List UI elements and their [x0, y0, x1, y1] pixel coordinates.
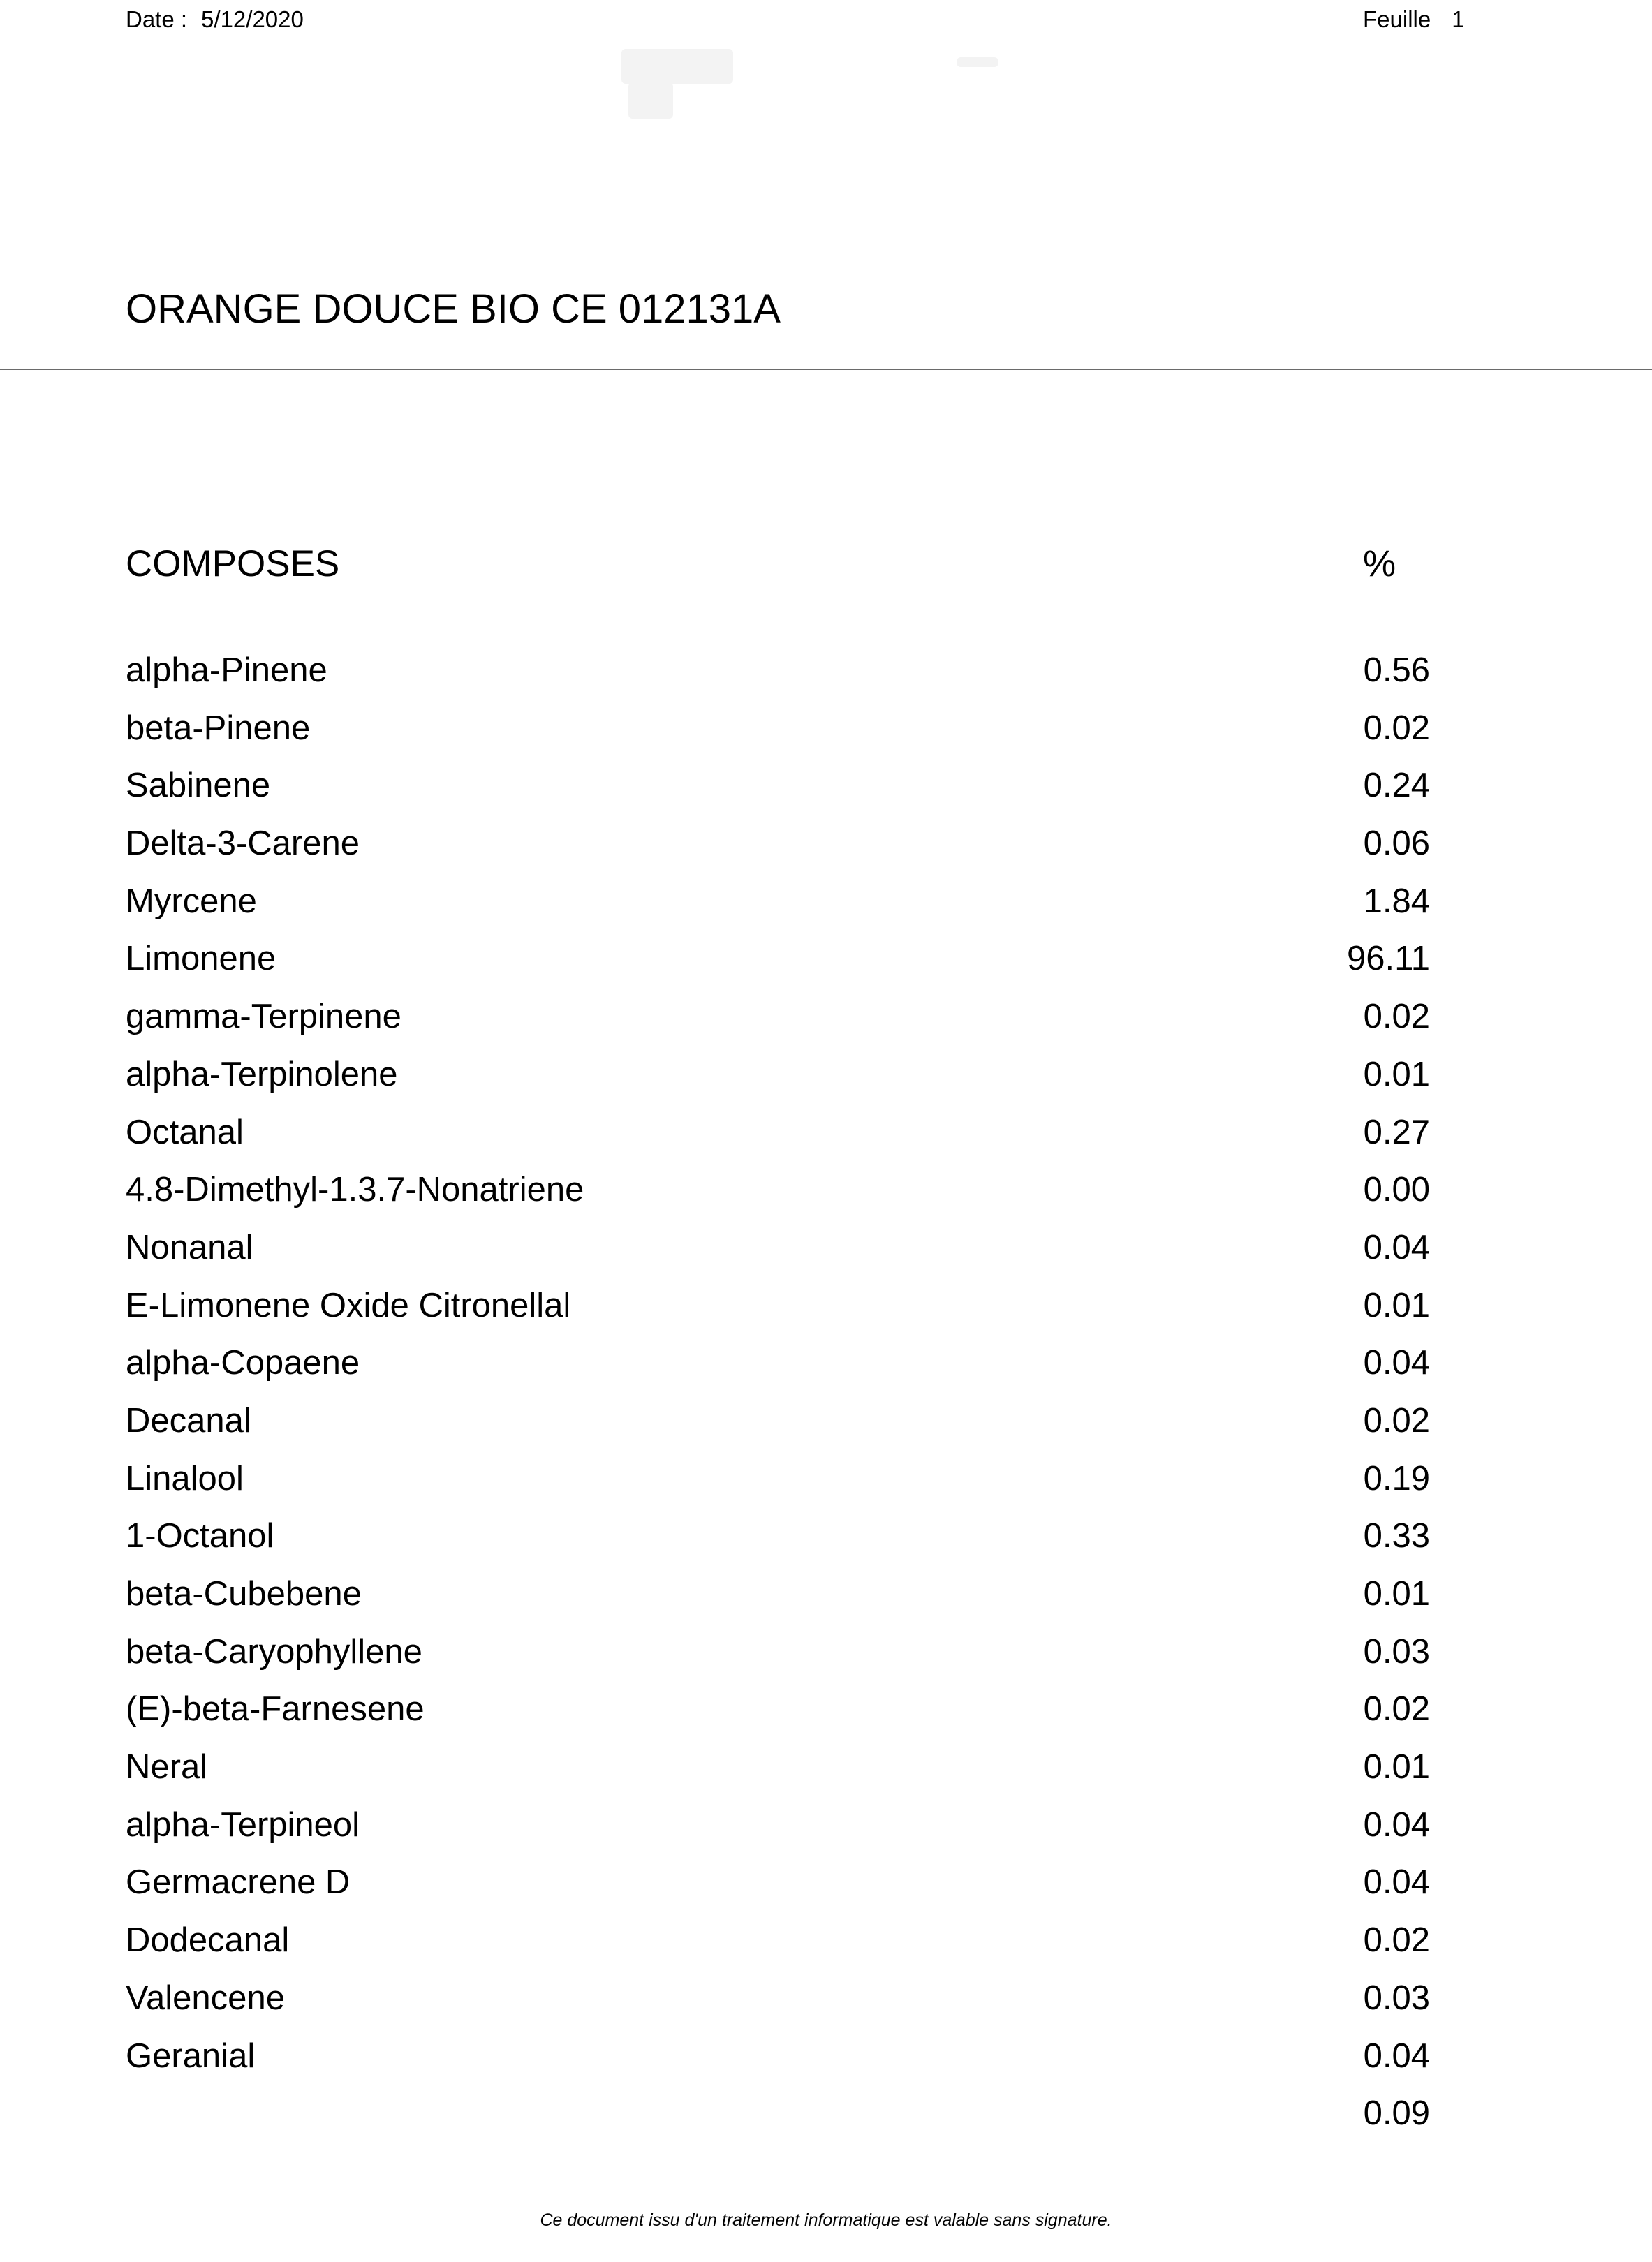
compound-percent: 0.24 — [1363, 767, 1430, 805]
faint-logo-mark — [957, 57, 998, 67]
compound-name: alpha-Pinene — [126, 651, 327, 689]
compound-percent: 0.01 — [1363, 1286, 1430, 1324]
table-row — [0, 1456, 1652, 1514]
compound-percent: 0.00 — [1363, 1171, 1430, 1209]
compound-name: Nonanal — [126, 1228, 253, 1266]
compound-name: Octanal — [126, 1113, 244, 1151]
table-row — [0, 936, 1652, 994]
table-row — [0, 821, 1652, 879]
compound-name: alpha-Terpineol — [126, 1805, 360, 1844]
compound-name: Decanal — [126, 1401, 251, 1440]
column-header-compounds: COMPOSES — [126, 543, 340, 584]
compound-percent: 0.03 — [1363, 1979, 1430, 2017]
compound-name: Linalool — [126, 1459, 244, 1498]
table-row — [0, 994, 1652, 1052]
compound-name: 1-Octanol — [126, 1517, 274, 1555]
compound-percent: 0.02 — [1363, 709, 1430, 747]
compound-name: beta-Caryophyllene — [126, 1632, 422, 1671]
compound-percent: 0.04 — [1363, 1228, 1430, 1266]
compound-name: Limonene — [126, 940, 276, 978]
compound-percent: 0.02 — [1363, 998, 1430, 1036]
table-row — [0, 1860, 1652, 1918]
composition-table — [0, 648, 1652, 2149]
compound-name: Neral — [126, 1748, 208, 1787]
table-row — [0, 1398, 1652, 1456]
compound-percent: 0.01 — [1363, 1055, 1430, 1093]
compound-name: Geranial — [126, 2036, 256, 2075]
compound-name: beta-Pinene — [126, 709, 311, 747]
table-row — [0, 1572, 1652, 1629]
compound-name: alpha-Terpinolene — [126, 1055, 398, 1093]
title-divider — [0, 369, 1652, 370]
date-value: 5/12/2020 — [201, 6, 304, 32]
table-row — [0, 2034, 1652, 2092]
faint-logo-mark — [628, 82, 673, 119]
table-row — [0, 1745, 1652, 1803]
compound-percent: 0.04 — [1363, 1805, 1430, 1844]
compound-percent: 0.33 — [1363, 1517, 1430, 1555]
faint-logo-mark — [621, 49, 733, 84]
compound-percent: 0.04 — [1363, 1344, 1430, 1382]
table-row — [0, 1110, 1652, 1168]
table-row — [0, 1687, 1652, 1745]
compound-percent: 0.56 — [1363, 651, 1430, 689]
compound-percent: 0.01 — [1363, 1575, 1430, 1613]
compound-name: Dodecanal — [126, 1921, 290, 1960]
table-row — [0, 1918, 1652, 1976]
compound-name: (E)-beta-Farnesene — [126, 1690, 425, 1729]
compound-percent: 0.06 — [1363, 825, 1430, 863]
table-row — [0, 1514, 1652, 1572]
sheet-number — [1363, 6, 1465, 34]
compound-percent: 0.09 — [1363, 2094, 1430, 2133]
compound-percent: 0.03 — [1363, 1632, 1430, 1671]
compound-percent: 0.01 — [1363, 1748, 1430, 1787]
compound-name: Germacrene D — [126, 1863, 351, 1902]
table-row — [0, 1283, 1652, 1341]
footer-note: Ce document issu d'un traitement informatique est valable sans signature. — [540, 2210, 1112, 2230]
compound-name: 4.8-Dimethyl-1.3.7-Nonatriene — [126, 1171, 584, 1209]
table-row — [0, 1629, 1652, 1687]
compound-name: beta-Cubebene — [126, 1575, 362, 1613]
compound-percent: 0.27 — [1363, 1113, 1430, 1151]
compound-name: Delta-3-Carene — [126, 825, 360, 863]
compound-percent: 0.04 — [1363, 1863, 1430, 1902]
table-row — [0, 879, 1652, 937]
sheet-label: Feuille — [1363, 6, 1431, 32]
table-row — [0, 648, 1652, 706]
table-row — [0, 1167, 1652, 1225]
date-label: Date : — [126, 6, 188, 32]
compound-name: alpha-Copaene — [126, 1344, 360, 1382]
table-row — [0, 763, 1652, 821]
table-row — [0, 1803, 1652, 1861]
compound-percent: 0.02 — [1363, 1690, 1430, 1729]
table-row — [0, 1225, 1652, 1283]
compound-percent: 1.84 — [1363, 882, 1430, 920]
compound-percent: 0.02 — [1363, 1921, 1430, 1960]
compound-name: E-Limonene Oxide Citronellal — [126, 1286, 571, 1324]
table-row — [0, 706, 1652, 764]
compound-percent: 0.02 — [1363, 1401, 1430, 1440]
table-row — [0, 1052, 1652, 1110]
compound-name: Sabinene — [126, 767, 271, 805]
compound-percent: 0.19 — [1363, 1459, 1430, 1498]
table-row — [0, 2091, 1652, 2149]
compound-name: Myrcene — [126, 882, 257, 920]
compound-percent: 96.11 — [1347, 940, 1430, 978]
product-title: ORANGE DOUCE BIO CE 012131A — [126, 286, 781, 332]
compound-name: Valencene — [126, 1979, 285, 2017]
column-header-percent: % — [1363, 543, 1396, 584]
table-row — [0, 1340, 1652, 1398]
document-date — [126, 6, 304, 34]
sheet-value: 1 — [1452, 6, 1465, 32]
table-row — [0, 1976, 1652, 2034]
compound-name: gamma-Terpinene — [126, 998, 401, 1036]
compound-percent: 0.04 — [1363, 2036, 1430, 2075]
